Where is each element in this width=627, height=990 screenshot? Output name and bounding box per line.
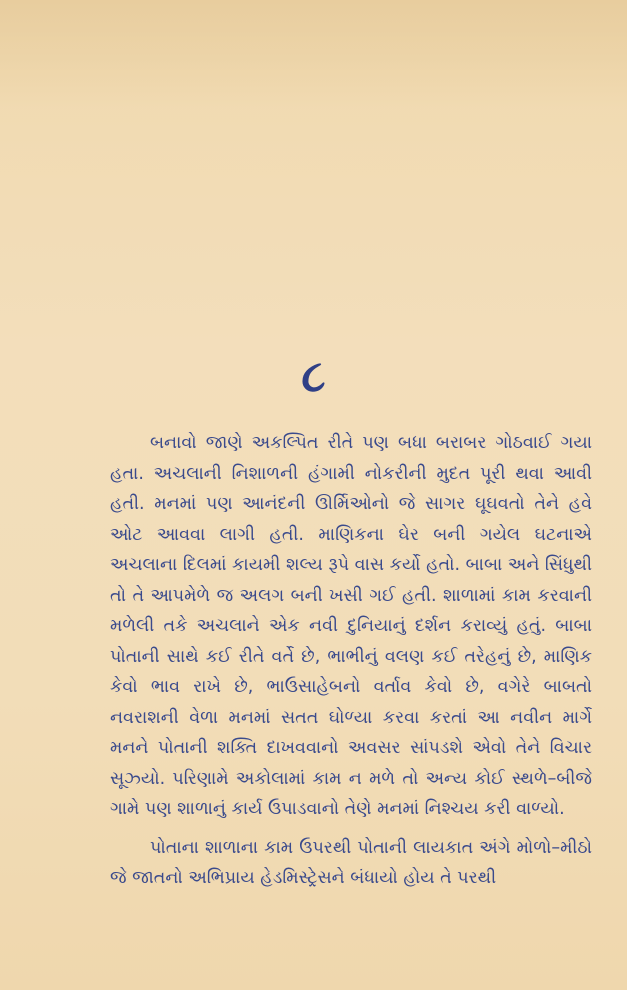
chapter-body	[110, 428, 592, 894]
chapter-number: ૮	[301, 351, 326, 402]
paragraph: પોતાના શાળાના કામ ઉપરથી પોતાની લાયકાત અંગે મોળો–મીઠો જે જાતનો અભિપ્રાય હેડમિસ્ટ્રેસને બંધાયો હોય તે પરથી	[110, 837, 592, 888]
page-top-shading	[0, 0, 627, 110]
paragraph: બનાવો જાણે અકલ્પિત રીતે પણ બધા બરાબર ગોઠવાઈ ગયા હતા. અચલાની નિશાળની હંગામી નોકરીની મુદત પૂરી થવા આવી હતી. મનમાં પણ આનંદની ઊર્મિઓનો જે સાગર ઘૂઘવતો તેને હવે ઓટ આવવા લાગી હતી. માણિકના ઘેર બની ગયેલ ઘટનાએ અચલાના દિલમાં કાયમી શલ્ય રૂપે વાસ કર્યો હતો. બાબા અને સિંધુથી તો તે આપમેળે જ અલગ બની ખસી ગઈ હતી. શાળામાં કામ કરવાની મળેલી તકે અચલાને એક નવી દુનિયાનું દર્શન કરાવ્યું હતું. બાબા પોતાની સાથે કઈ રીતે વર્તે છે, ભાભીનું વલણ કઈ તરેહનું છે, માણિક કેવો ભાવ રાખે છે, ભાઉસાહેબનો વર્તાવ કેવો છે, વગેરે બાબતો નવરાશની વેળા મનમાં સતત ઘોળ્યા કરવા કરતાં આ નવીન માર્ગે મનને પોતાની શક્તિ દાખવવાનો અવસર સાંપડશે એવો તેને વિચાર સૂઝ્યો. પરિણામે અકોલામાં કામ ન મળે તો અન્ય કોઈ સ્થળે–બીજે ગામે પણ શાળાનું કાર્ય ઉપાડવાનો તેણે મનમાં નિશ્ચય કરી વાળ્યો.	[110, 433, 592, 819]
